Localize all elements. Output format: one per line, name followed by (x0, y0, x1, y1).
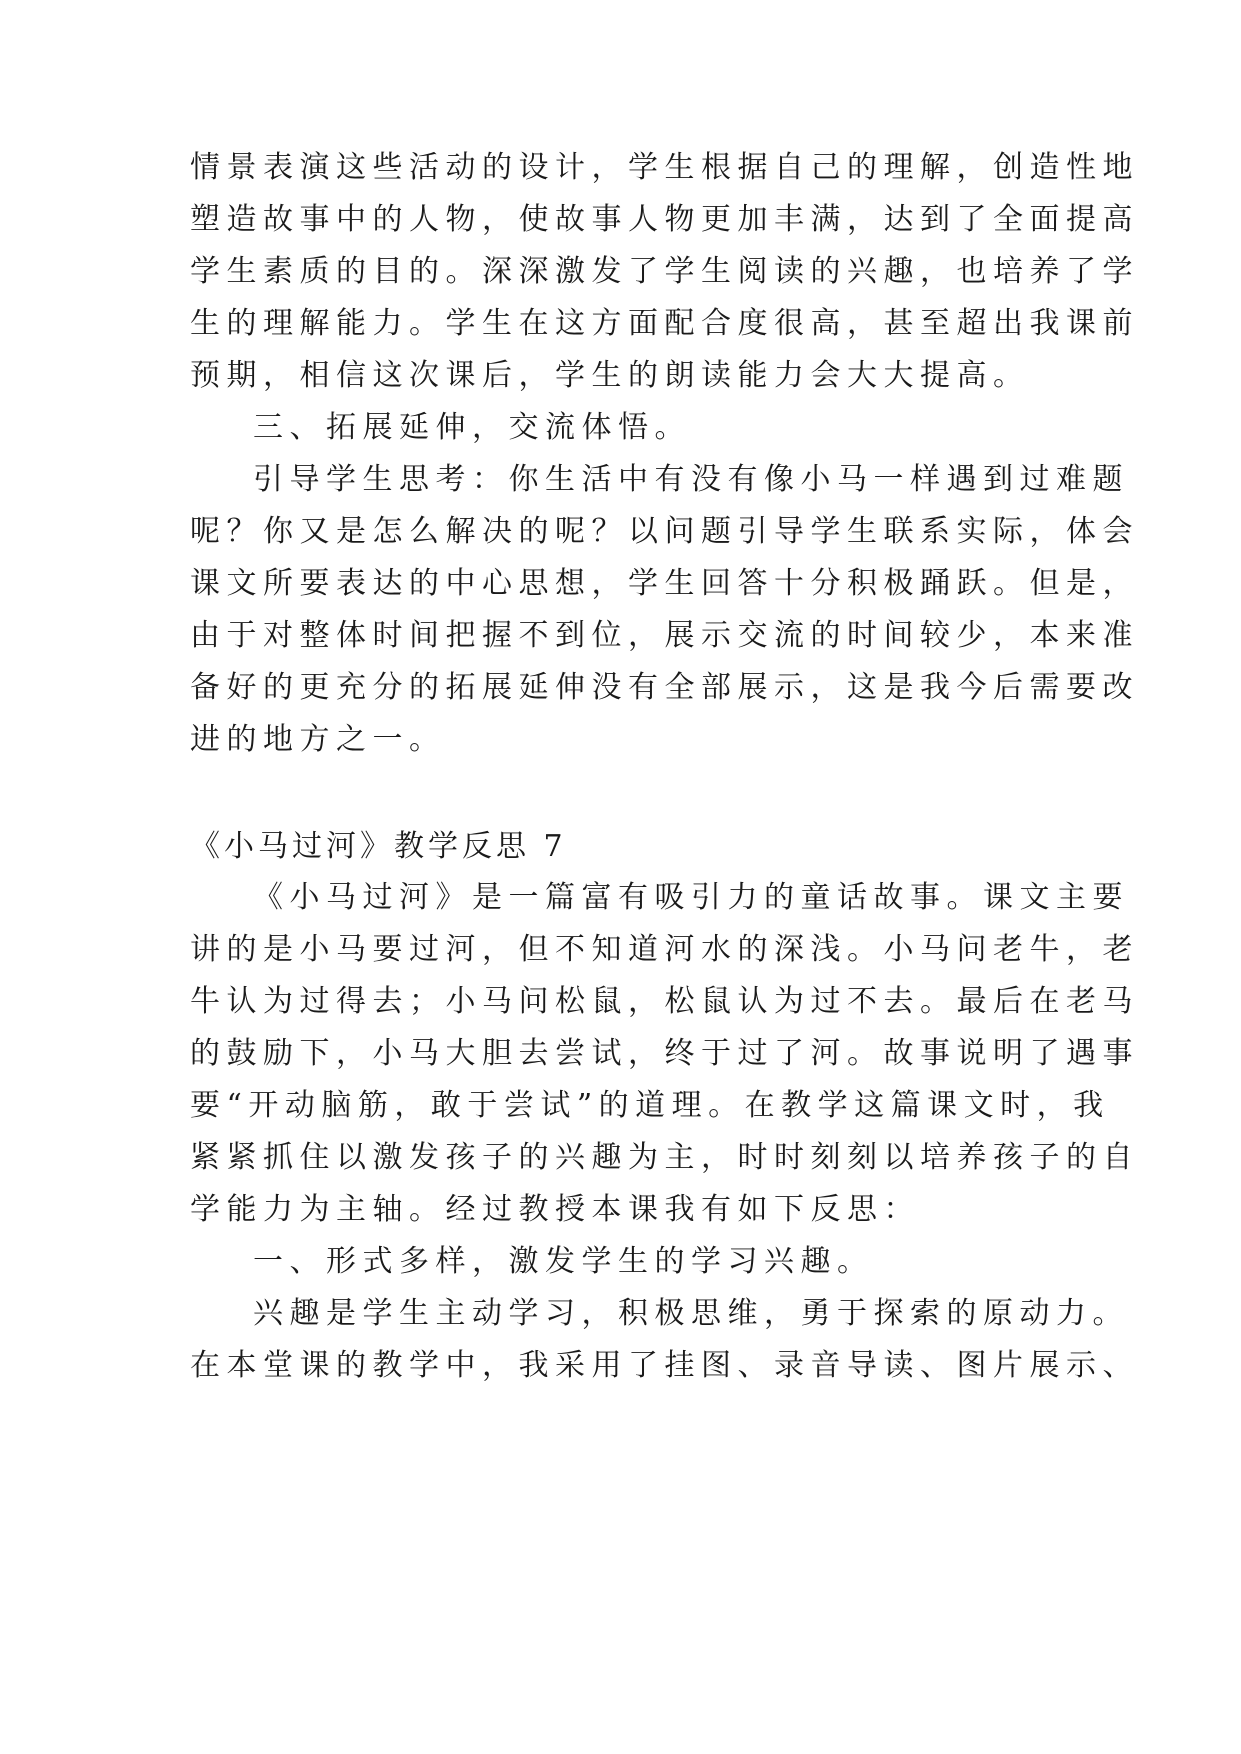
paragraph-line: 学生素质的目的。深深激发了学生阅读的兴趣，也培养了学 (190, 254, 1139, 289)
section-heading: 三、拓展延伸，交流体悟。 (253, 410, 691, 445)
paragraph-line: 呢？你又是怎么解决的呢？以问题引导学生联系实际，体会 (190, 514, 1139, 549)
paragraph-line: 课文所要表达的中心思想，学生回答十分积极踊跃。但是， (190, 566, 1139, 601)
paragraph-line: 备好的更充分的拓展延伸没有全部展示，这是我今后需要改 (190, 670, 1139, 705)
paragraph-line: 情景表演这些活动的设计，学生根据自己的理解，创造性地 (190, 150, 1139, 185)
paragraph-line: 讲的是小马要过河，但不知道河水的深浅。小马问老牛，老 (190, 932, 1139, 967)
paragraph-line: 学能力为主轴。经过教授本课我有如下反思： (190, 1192, 920, 1227)
paragraph-line: 在本堂课的教学中，我采用了挂图、录音导读、图片展示、 (190, 1348, 1139, 1383)
paragraph-line: 生的理解能力。学生在这方面配合度很高，甚至超出我课前 (190, 306, 1139, 341)
paragraph-line: 牛认为过得去；小马问松鼠，松鼠认为过不去。最后在老马 (190, 984, 1139, 1019)
paragraph-line: 要“开动脑筋，敢于尝试”的道理。在教学这篇课文时，我 (190, 1088, 1110, 1123)
paragraph-line: 预期，相信这次课后，学生的朗读能力会大大提高。 (190, 358, 1030, 393)
paragraph-line: 兴趣是学生主动学习，积极思维，勇于探索的原动力。 (253, 1296, 1129, 1331)
paragraph-line: 紧紧抓住以激发孩子的兴趣为主，时时刻刻以培养孩子的自 (190, 1140, 1139, 1175)
document-title: 《小马过河》教学反思 7 (190, 829, 567, 864)
paragraph-line: 进的地方之一。 (190, 722, 446, 757)
paragraph-line: 由于对整体时间把握不到位，展示交流的时间较少，本来准 (190, 618, 1139, 653)
paragraph-line: 引导学生思考：你生活中有没有像小马一样遇到过难题 (253, 462, 1129, 497)
section-heading: 一、形式多样，激发学生的学习兴趣。 (253, 1244, 874, 1279)
paragraph-line: 《小马过河》是一篇富有吸引力的童话故事。课文主要 (253, 880, 1129, 915)
paragraph-line: 的鼓励下，小马大胆去尝试，终于过了河。故事说明了遇事 (190, 1036, 1139, 1071)
paragraph-line: 塑造故事中的人物，使故事人物更加丰满，达到了全面提高 (190, 202, 1139, 237)
